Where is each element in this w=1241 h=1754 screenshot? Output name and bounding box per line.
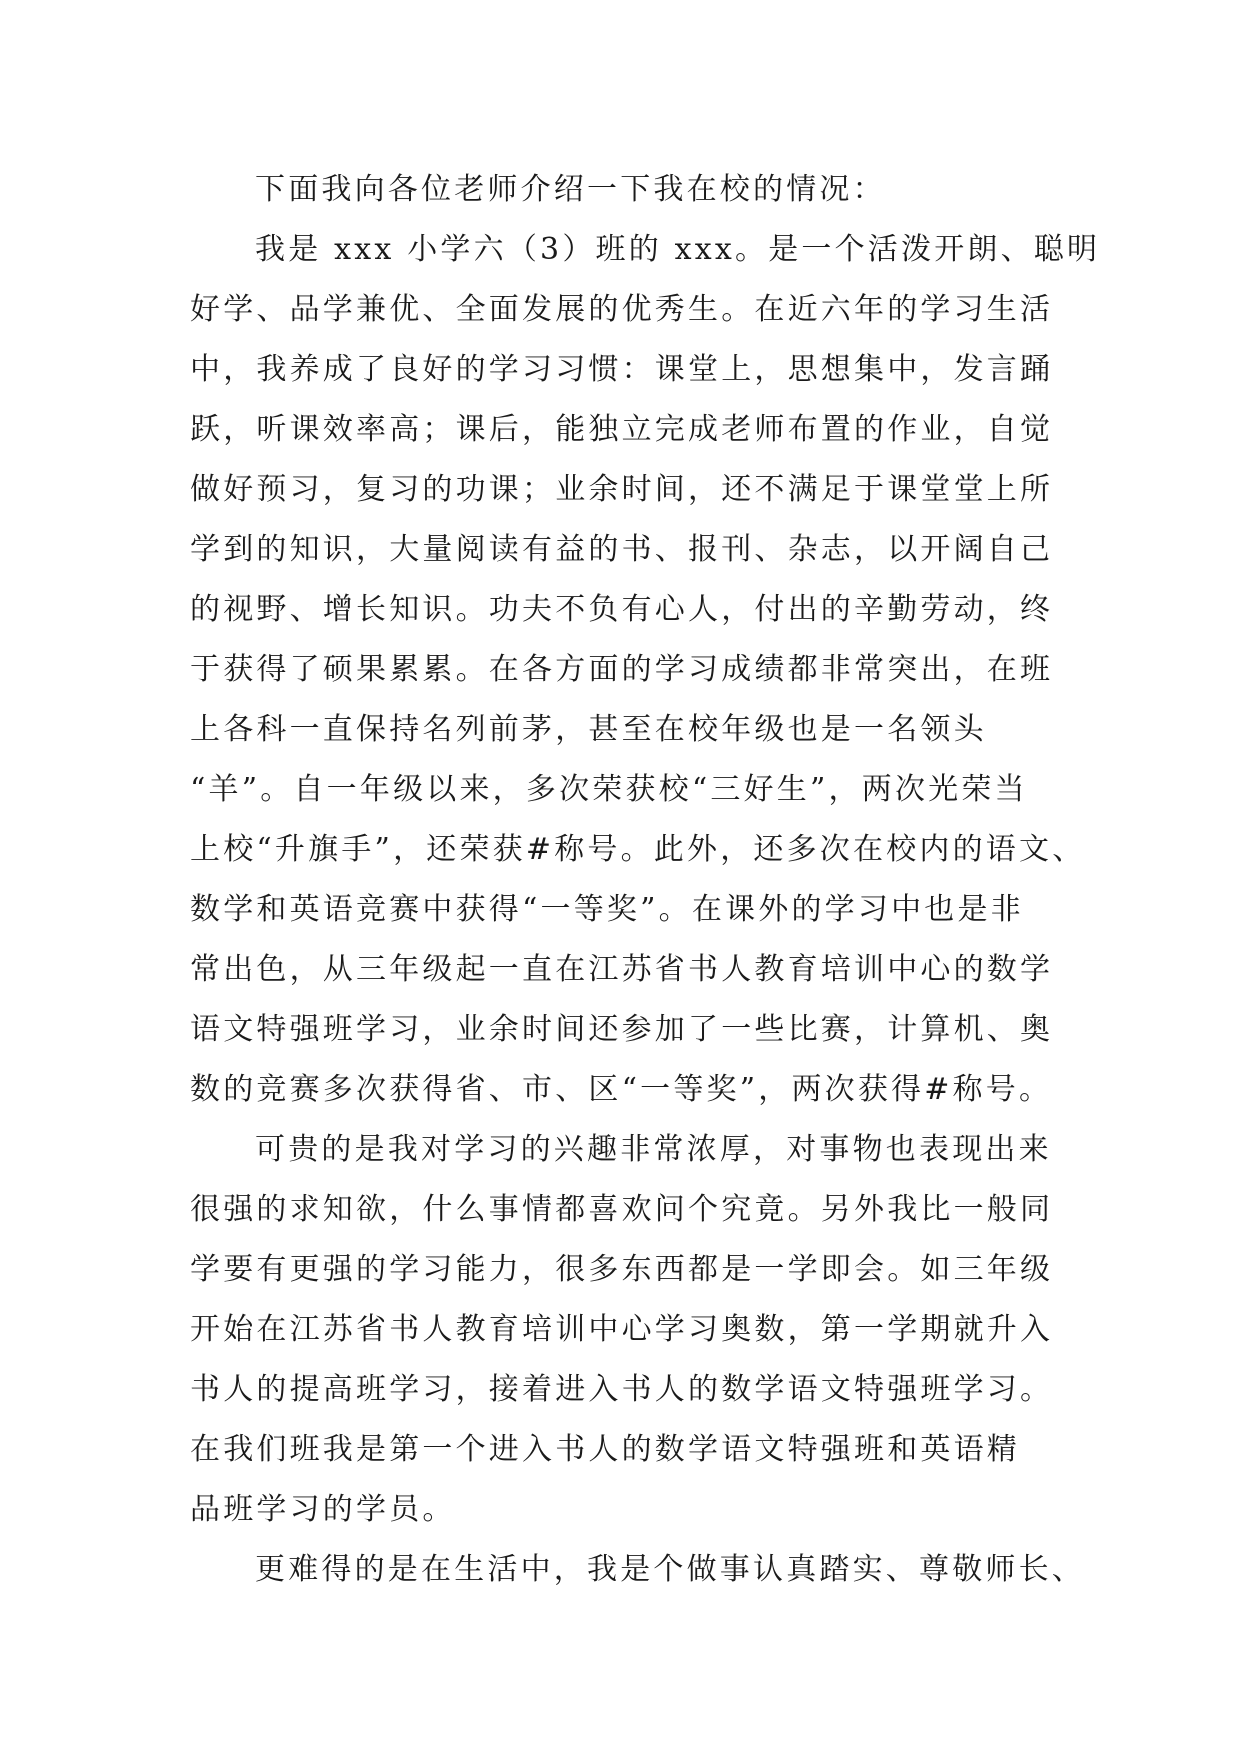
text-line: 学要有更强的学习能力，很多东西都是一学即会。如三年级: [190, 1252, 1054, 1287]
document-body: [190, 160, 1101, 1600]
text-line: 书人的提高班学习，接着进入书人的数学语文特强班学习。: [190, 1372, 1054, 1407]
text-line: 于获得了硕果累累。在各方面的学习成绩都非常突出，在班: [190, 652, 1054, 687]
text-line: 语文特强班学习，业余时间还参加了一些比赛，计算机、奥: [190, 1012, 1054, 1047]
text-line: 数学和英语竞赛中获得“一等奖”。在课外的学习中也是非: [190, 892, 1024, 927]
text-line: 数的竞赛多次获得省、市、区“一等奖”，两次获得#称号。: [190, 1072, 1053, 1107]
paragraph-learning-interest: [190, 1120, 1070, 1540]
text-line: 做好预习，复习的功课；业余时间，还不满足于课堂堂上所: [190, 472, 1054, 507]
text-line: 的视野、增长知识。功夫不负有心人，付出的辛勤劳动，终: [190, 592, 1054, 627]
text-line: 很强的求知欲，什么事情都喜欢问个究竟。另外我比一般同: [190, 1192, 1054, 1227]
text-line: 常出色，从三年级起一直在江苏省书人教育培训中心的数学: [190, 952, 1054, 987]
text-line: 上校“升旗手”，还荣获#称号。此外，还多次在校内的语文、: [190, 832, 1086, 867]
paragraph-self-introduction: [190, 220, 1101, 1120]
text-line: 我是 xxx 小学六（3）班的 xxx。是一个活泼开朗、聪明: [255, 232, 1101, 267]
text-line: 在我们班我是第一个进入书人的数学语文特强班和英语精: [190, 1432, 1020, 1467]
text-line: 上各科一直保持名列前茅，甚至在校年级也是一名领头: [190, 712, 987, 747]
text-line: 好学、品学兼优、全面发展的优秀生。在近六年的学习生活: [190, 292, 1054, 327]
text-line: 开始在江苏省书人教育培训中心学习奥数，第一学期就升入: [190, 1312, 1054, 1347]
text-line: 跃，听课效率高；课后，能独立完成老师布置的作业，自觉: [190, 412, 1054, 447]
text-line: 下面我向各位老师介绍一下我在校的情况：: [255, 172, 886, 207]
text-line: 品班学习的学员。: [190, 1492, 456, 1527]
text-line: 学到的知识，大量阅读有益的书、报刊、杂志，以开阔自己: [190, 532, 1054, 567]
paragraph-intro: [190, 160, 1070, 220]
text-line: 更难得的是在生活中，我是个做事认真踏实、尊敬师长、: [255, 1552, 1085, 1587]
text-line: 中，我养成了良好的学习习惯：课堂上，思想集中，发言踊: [190, 352, 1054, 387]
text-line: “羊”。自一年级以来，多次荣获校“三好生”，两次光荣当: [190, 772, 1028, 807]
paragraph-daily-life: [190, 1540, 1085, 1600]
text-line: 可贵的是我对学习的兴趣非常浓厚，对事物也表现出来: [255, 1132, 1052, 1167]
